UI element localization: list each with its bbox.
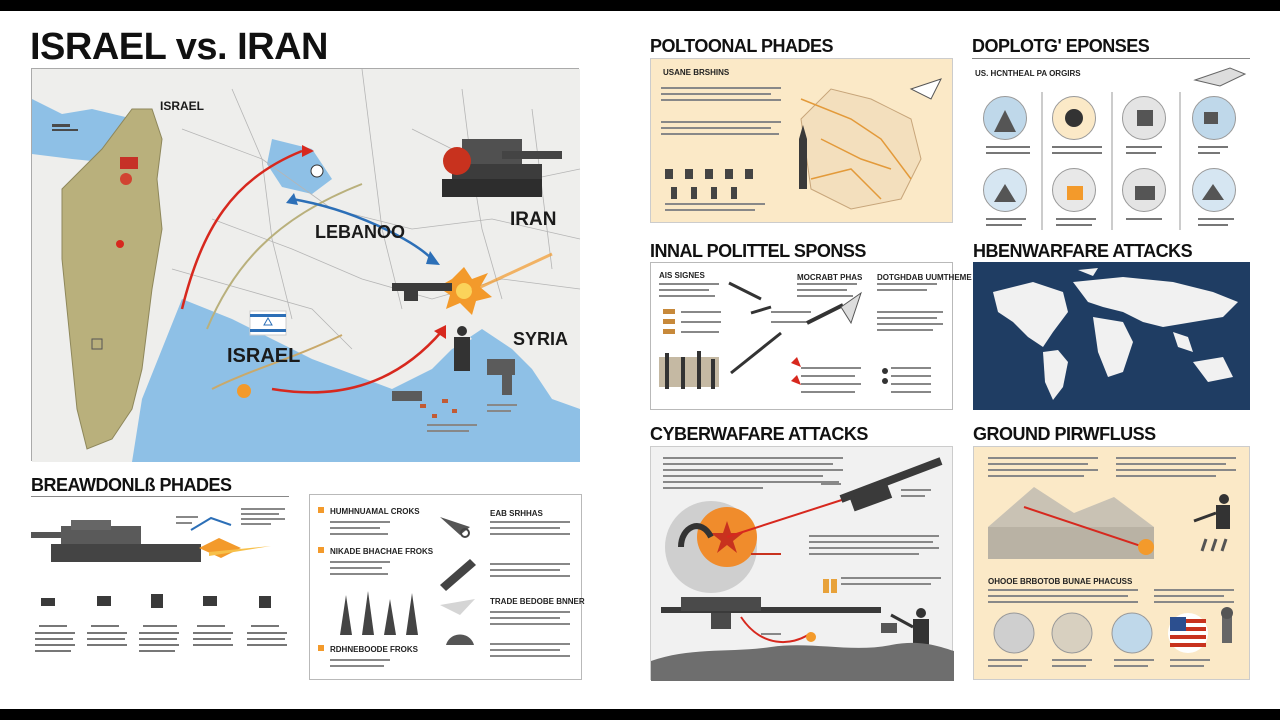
world-map-panel [973,262,1250,410]
section-title-political: POLTOONAL PHADES [650,36,834,56]
section-title-warfare: HBENWARFARE ATTACKS [973,241,1193,261]
divider [972,58,1250,59]
map-label-syria: SYRIA [513,329,569,349]
section-title-ground: GROUND PIRWFLUSS [973,424,1156,444]
diplomatic-detail-marks [972,90,1250,230]
internal-panel [650,262,972,410]
cyber-panel [650,446,953,680]
ground-sub: OHOOE BRBOTOB BUNAE PHACUSS [988,577,1133,586]
internal-sub-3: DOTGHDAB UUMTHEME [877,273,972,282]
breakdown-sub-5: TRADE BEDOBE BNNER [490,597,585,606]
political-panel [650,58,953,223]
breakdown-sub-2: NIKADE BHACHAE FROKS [330,547,434,556]
breakdown-sub-3: RDHNEBOODE FROKS [330,645,419,654]
section-title-breakdown: BREAWDONLß PHADES [31,475,232,495]
ground-graphic [974,447,1251,681]
section-title-internal: INNAL POLITTEL SPONSS [650,241,866,261]
breakdown-details-panel [309,494,585,680]
section-title-cyber: CYBERWAFARE ATTACKS [650,424,868,444]
strike-marker [120,157,138,169]
bottom-letterbox [0,709,1280,720]
flag-icon [1168,613,1208,653]
section-title-diplomatic: DOPLOTG' EPONSES [972,36,1150,56]
ground-panel [973,446,1250,680]
missile-icon [310,495,583,681]
cyber-graphic [651,447,954,681]
tank-icon [31,500,291,680]
map-graphic [32,69,580,462]
internal-sub-1: AIS SIGNES [659,271,705,280]
main-title: ISRAEL vs. IRAN [30,26,328,68]
breakdown-sub-1: HUMHNUAMAL CROKS [330,507,420,516]
divider [31,496,289,497]
breakdown-sub-4: EAB SRHHAS [490,509,543,518]
internal-detail-marks [651,263,954,411]
main-map [31,68,579,461]
map-label-lebanon: LEBANOO [315,222,405,242]
map-icon [973,262,1250,410]
breakdown-weapons-panel [31,500,291,680]
diplomatic-sub: US. HCNTHEAL PA ORGIRS [975,69,1081,78]
map-label-iran: IRAN [510,209,557,230]
soldier-icon [1194,494,1230,529]
map-label-israel-center: ISRAEL [227,345,301,367]
political-sub: USANE BRSHINS [663,68,730,77]
map-label-israel-top: ISRAEL [160,99,205,113]
map-icon [651,59,954,224]
flag-icon [250,311,286,335]
internal-sub-2: MOCRABT PHAS [797,273,863,282]
top-letterbox [0,0,1280,11]
